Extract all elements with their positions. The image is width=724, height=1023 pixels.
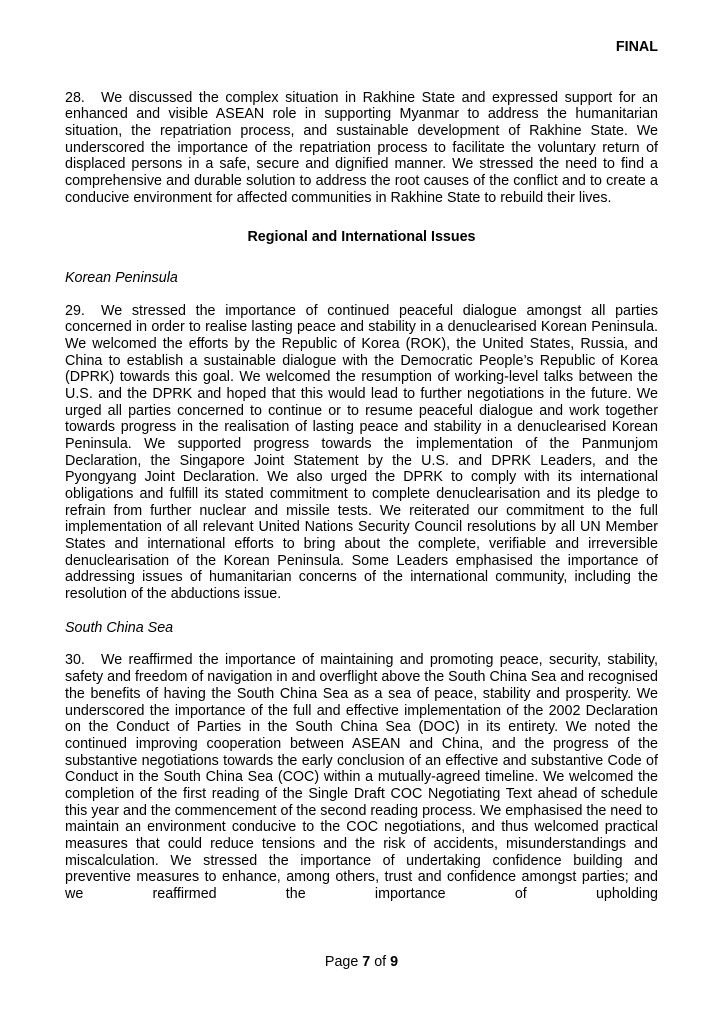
paragraph-30 [65,652,658,902]
page-footer [65,954,658,971]
subheading-korean-peninsula: Korean Peninsula [65,270,178,287]
paragraph-29-text: We stressed the importance of continued peaceful dialogue amongst all parties concerned in order to realise lasting peace and stability in a denuclearised Korean Peninsula. We welcomed the efforts by the Republic of Korea (ROK), the United States, Russia, and China to establish a sustainable dialogue with the Democratic People’s Republic of Korea (DPRK) towards this goal. We welcomed the resumption of working-level talks between the U.S. and the DPRK and hoped that this would lead to further negotiations in the future. We urged all parties concerned to continue or to resume peaceful dialogue and work together towards progress in the realisation of lasting peace and stability in a denuclearised Korean Peninsula. We supported progress towards the implementation of the Panmunjom Declaration, the Singapore Joint Statement by the U.S. and DPRK Leaders, and the Pyongyang Joint Declaration. We also urged the DPRK to comply with its international obligations and fulfill its stated commitment to complete denuclearisation and its pledge to refrain from further nuclear and missile tests. We reiterated our commitment to the full implementation of all relevant United Nations Security Council resolutions by all UN Member States and international efforts to bring about the complete, verifiable and irreversible denuclearisation of the Korean Peninsula. Some Leaders emphasised the importance of addressing issues of humanitarian concerns of the international community, including the resolution of the abductions issue. [65,302,658,603]
subheading-south-china-sea: South China Sea [65,619,174,636]
footer-of-word: of [374,954,387,970]
footer-current-page: 7 [362,954,371,970]
footer-total-pages: 9 [390,954,399,970]
paragraph-28-number: 28. [65,89,85,106]
paragraph-29-number: 29. [65,302,85,319]
paragraph-29 [65,303,658,603]
paragraph-30-text: We reaffirmed the importance of maintaining and promoting peace, security, stability, safety and freedom of navigation in and overflight above the South China Sea and recognised the benefits of having the South China Sea as a sea of peace, stability and prosperity. We underscored the importance of the full and effective implementation of the 2002 Declaration on the Conduct of Parties in the South China Sea (DOC) in its entirety. We noted the continued improving cooperation between ASEAN and China, and the progress of the substantive negotiations towards the early conclusion of an effective and substantive Code of Conduct in the South China Sea (COC) within a mutually-agreed timeline. We welcomed the completion of the first reading of the Single Draft COC Negotiating Text ahead of schedule this year and the commencement of the second reading process. We emphasised the need to maintain an environment conducive to the COC negotiations, and thus welcomed practical measures that could reduce tensions and the risk of accidents, misunderstandings and miscalculation. We stressed the importance of undertaking confidence building and preventive measures to enhance, among others, trust and confidence amongst parties; and we reaffirmed the importance of upholding [65,652,658,902]
paragraph-30-number: 30. [65,652,85,669]
paragraph-28-text: We discussed the complex situation in Rakhine State and expressed support for an enhanced and visible ASEAN role in supporting Myanmar to address the humanitarian situation, the repatriation process, and sustainable development of Rakhine State. We underscored the importance of the repatriation process to facilitate the voluntary return of displaced persons in a safe, secure and dignified manner. We stressed the need to find a comprehensive and durable solution to address the root causes of the conflict and to create a conducive environment for affected communities in Rakhine State to rebuild their lives. [65,89,658,206]
section-heading-regional-international-issues: Regional and International Issues [247,229,476,246]
final-status-label: FINAL [615,39,658,55]
footer-page-word: Page [324,954,359,970]
paragraph-28 [65,90,658,207]
